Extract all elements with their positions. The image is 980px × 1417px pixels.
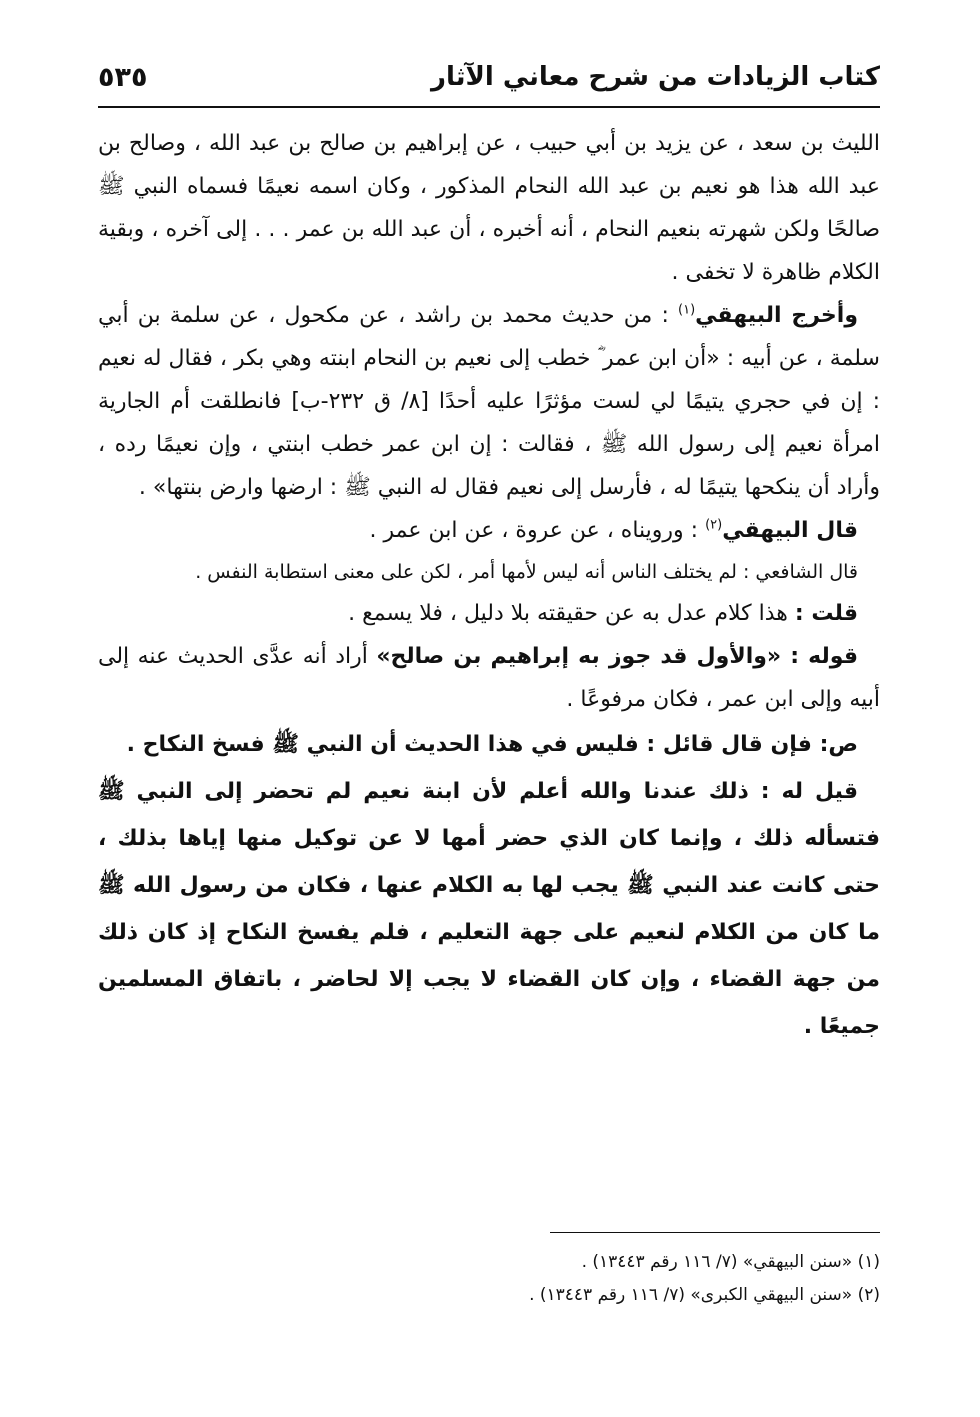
paragraph-reply [98,768,880,1050]
paragraph-text: قيل له : ذلك عندنا والله أعلم لأن ابنة نعيم لم تحضر إلى النبي ﷺ فتسأله ذلك ، وإنما كان الذي حضر أمها لا عن توكيل منها إياها بذلك ، حتى كانت عند النبي ﷺ يجب لها به الكلام عنها ، فكان من رسول الله ﷺ ما كان من الكلام لنعيم على جهة التعليم ، فلم يفسخ النكاح إذ كان ذلك من جهة القضاء ، وإن كان القضاء لا يجب إلا لحاضر ، باتفاق المسلمين جميعًا . [98,779,880,1039]
paragraph-text: أراد أنه عدَّى الحديث عنه إلى أبيه وإلى ابن عمر ، فكان مرفوعًا . [98,644,880,712]
footnote-2: (٢) «سنن البيهقي الكبرى» (٧/ ١١٦ رقم ١٣٤٤٣) . [529,1285,880,1305]
running-title: كتاب الزيادات من شرح معاني الآثار [431,62,880,92]
paragraph-lead: قال البيهقي [722,518,858,543]
page-header [98,52,880,102]
footnote-divider [550,1232,880,1233]
footnote-1: (١) «سنن البيهقي» (٧/ ١١٦ رقم ١٣٤٤٣) . [581,1252,880,1272]
header-divider [98,106,880,108]
paragraph-bayhaqi-hadith [98,294,880,509]
paragraph-lead: وأخرج البيهقي [695,303,858,328]
paragraph-text: قال الشافعي : لم يختلف الناس أنه ليس لأمها أمر ، لكن على معنى استطابة النفس . [195,561,858,583]
paragraph-chain-of-narration [98,122,880,294]
page-number: ٥٣٥ [98,61,148,93]
paragraph-commentary [98,635,880,721]
footnote-ref-1[interactable]: (١) [678,302,696,318]
paragraph-author-comment [98,592,880,635]
paragraph-text: الليث بن سعد ، عن يزيد بن أبي حبيب ، عن إبراهيم بن صالح بن عبد الله ، وصالح بن عبد الله هذا هو نعيم بن عبد الله النحام المذكور ، وكان اسمه نعيمًا فسماه النبي ﷺ صالحًا ولكن شهرته بنعيم النحام ، أنه أخبره ، أن عبد الله بن عمر . . . إلى آخره ، وبقية الكلام ظاهرة لا تخفى . [98,131,880,285]
paragraph-text: : من حديث محمد بن راشد ، عن مكحول ، عن سلمة بن أبي سلمة ، عن أبيه : «أن ابن عمر ؓ خطب إلى نعيم بن النحام ابنته وهي بكر ، فقال له نعيم : إن في حجري يتيمًا لي لست مؤثرًا عليه أحدًا [٨/ ق ٢٣٢-ب] فانطلقت أم الجارية امرأة نعيم إلى رسول الله ﷺ ، فقالت : إن ابن عمر خطب ابنتي ، وإن نعيمًا رده ، وأراد أن ينكحها يتيمًا له ، فأرسل إلى نعيم فقال له النبي ﷺ : ارضها وارض بنتها» . [98,303,880,500]
paragraph-objection [98,721,880,768]
paragraph-text: ص: فإن قال قائل : فليس في هذا الحديث أن النبي ﷺ فسخ النكاح . [126,732,858,757]
paragraph-text: هذا كلام عدل به عن حقيقته بلا دليل ، فلا يسمع . [348,601,795,626]
paragraph-bayhaqi-says [98,509,880,552]
paragraph-lead: قلت : [794,601,858,626]
paragraph-lead: قوله : «والأول قد جوز به إبراهيم بن صالح» [376,644,858,669]
footnotes [98,1246,880,1312]
main-text [98,122,880,1050]
paragraph-shafii [98,552,880,592]
footnote-ref-2[interactable]: (٢) [705,517,723,533]
paragraph-text: : ورويناه ، عن عروة ، عن ابن عمر . [369,518,706,543]
